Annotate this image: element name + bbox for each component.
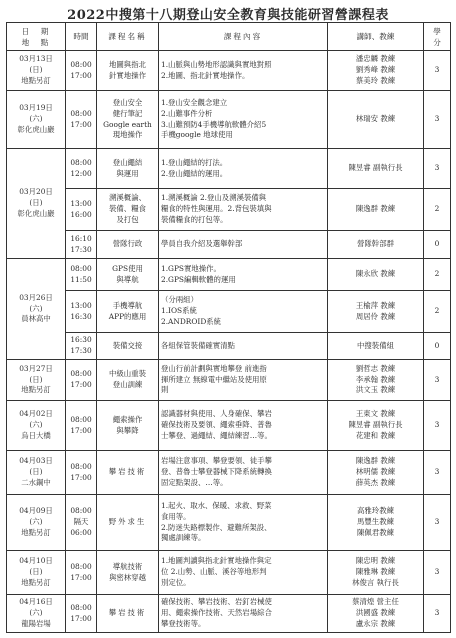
course-cell: 攀岩技術 (97, 595, 159, 633)
lecturer-cell: 高雅玲教練 馬豐生教練 陳佩君教練 (328, 495, 424, 551)
content-cell: 1.起火、取水、保暖、求救、野菜 食用等。 2.防迷失路標製作、避難所架設、 獨處訓練等。 (159, 495, 328, 551)
lecturer-cell: 陳逸群 教練 林明儒 教練 薛英杰 教練 (328, 451, 424, 495)
table-row (7, 91, 451, 149)
course-cell: 攀岩技術 (97, 451, 159, 495)
table-row (7, 495, 451, 551)
course-cell: 野外求生 (97, 495, 159, 551)
credits-cell: 3 (424, 595, 451, 633)
content-cell: 1.溯溪概論 2.登山及溯溪裝備與 糧食的特性與運用。2.背包裝填與 裝備糧食的打包等。 (159, 189, 328, 231)
table-row (7, 360, 451, 401)
time-cell: 08:00 17:00 (66, 401, 97, 451)
table-row (7, 595, 451, 633)
credits-cell: 2 (424, 259, 451, 291)
lecturer-cell: 王榆萍 教練 周居伶 教練 (328, 291, 424, 333)
course-cell: 中級山重裝 登山訓練 (97, 360, 159, 401)
course-cell: 登山繩結 與運用 (97, 149, 159, 189)
date-cell: 04月09日 (六) 地點另訂 (7, 495, 66, 551)
lecturer-cell: 劉哲志 教練 李承翰 教練 洪文玉 教練 (328, 360, 424, 401)
date-cell: 04月10日 (日) 地點另訂 (7, 551, 66, 595)
course-cell: 營隊行政 (97, 231, 159, 259)
time-cell: 08:00 12:00 (66, 149, 97, 189)
time-cell: 08:00 17:00 (66, 595, 97, 633)
credits-cell: 3 (424, 149, 451, 189)
lecturer-cell: 林瑞安 教練 (328, 91, 424, 149)
time-cell: 08:00 17:00 (66, 91, 97, 149)
course-cell: 溯溪概論、 裝備、糧食 及打包 (97, 189, 159, 231)
content-cell: 登山行前計劃與實地攀登 前進指 揮所建立 無線電中繼站及使用原 則 (159, 360, 328, 401)
table-header-row (7, 23, 451, 51)
date-cell: 03月19日 (六) 彰化虎山巖 (7, 91, 66, 149)
content-cell: 1.山脈與山勢地形認識與實地對照 2.地圖、指北針實地操作。 (159, 51, 328, 91)
content-cell: 各組保管裝備確實清點 (159, 333, 328, 360)
header-credits: 學 分 (424, 23, 451, 51)
credits-cell: 3 (424, 360, 451, 401)
time-cell: 08:00 隔天 06:00 (66, 495, 97, 551)
table-row (7, 291, 451, 333)
course-cell: 繩索操作 與攀降 (97, 401, 159, 451)
table-row (7, 451, 451, 495)
date-cell: 04月02日 (六) 烏日大橋 (7, 401, 66, 451)
content-cell: 1.登山繩結的打法。 2.登山繩結的運用。 (159, 149, 328, 189)
time-cell: 16:10 17:30 (66, 231, 97, 259)
lecturer-cell: 中搜裝備組 (328, 333, 424, 360)
credits-cell: 3 (424, 551, 451, 595)
lecturer-cell: 陳逸群 教練 (328, 189, 424, 231)
lecturer-cell: 陳昱睿 副執行長 (328, 149, 424, 189)
course-cell: 手機導航 APP的應用 (97, 291, 159, 333)
time-cell: 13:00 16:00 (66, 189, 97, 231)
course-schedule-table (6, 22, 451, 633)
credits-cell: 0 (424, 333, 451, 360)
course-cell: 裝備交接 (97, 333, 159, 360)
time-cell: 16:30 17:30 (66, 333, 97, 360)
content-cell: 1.登山安全觀念建立 2.山難事件分析 3.山難預防4手機導航軟體介紹5 手機google 地球使用 (159, 91, 328, 149)
course-cell: 登山安全 健行筆記 Google earth 現地操作 (97, 91, 159, 149)
table-row (7, 51, 451, 91)
header-course: 課程名稱 (97, 23, 159, 51)
date-cell: 03月26日 (六) 員林高中 (7, 259, 66, 360)
table-row (7, 231, 451, 259)
course-cell: GPS使用 與導航 (97, 259, 159, 291)
table-row (7, 259, 451, 291)
page-title: 2022中搜第十八期登山安全教育與技能研習營課程表 (67, 8, 389, 23)
table-row (7, 189, 451, 231)
date-cell: 04月16日 (六) 龍陽岩場 (7, 595, 66, 633)
date-cell: 03月27日 (日) 地點另訂 (7, 360, 66, 401)
credits-cell: 3 (424, 401, 451, 451)
time-cell: 08:00 17:00 (66, 451, 97, 495)
table-row (7, 551, 451, 595)
credits-cell: 2 (424, 291, 451, 333)
content-cell: 認識器材與使用、人身確保、攀岩 確保技術及要領、繩索垂降、普魯 士攀登、過繩結、繩結練習…等。 (159, 401, 328, 451)
date-cell: 04月03日 (日) 二水鋼中 (7, 451, 66, 495)
course-cell: 地圖與指北 針實地操作 (97, 51, 159, 91)
content-cell: 確保技術、攀岩技術、岩釘岩械使 用、繩索操作技術、天然岩場綜合 攀登技術等。 (159, 595, 328, 633)
header-lecturer: 講師、教練 (328, 23, 424, 51)
content-cell: 學員自我介紹及選舉幹部 (159, 231, 328, 259)
table-row (7, 333, 451, 360)
date-cell: 03月20日 (日) 彰化虎山巖 (7, 149, 66, 259)
header-date: 日 期 地 點 (7, 23, 66, 51)
content-cell: 岩場注意事項、攀登要領、徒手攀 登、普魯士攀登器械下降系統轉換 固定點架設、…等。 (159, 451, 328, 495)
credits-cell: 2 (424, 189, 451, 231)
time-cell: 08:00 17:00 (66, 551, 97, 595)
credits-cell: 3 (424, 451, 451, 495)
lecturer-cell: 王東文 教練 陳昱睿 副執行長 花建和 教練 (328, 401, 424, 451)
credits-cell: 0 (424, 231, 451, 259)
lecturer-cell: 陳忠明 教練 陳雅琳 教練 林俊言 執行長 (328, 551, 424, 595)
lecturer-cell: 陳永欣 教練 (328, 259, 424, 291)
time-cell: 08:00 11:50 (66, 259, 97, 291)
course-cell: 導航技術 與密林穿越 (97, 551, 159, 595)
header-time: 時間 (66, 23, 97, 51)
content-cell: 1.GPS實地操作。 2.GPS編輯軟體的運用 (159, 259, 328, 291)
credits-cell: 3 (424, 495, 451, 551)
header-content: 課程內容 (159, 23, 328, 51)
lecturer-cell: 蔡清煌 營主任 洪國盛 教練 盧永宗 教練 (328, 595, 424, 633)
lecturer-cell: 潘忠麟 教練 劉秀峰 教練 蔡美玲 教練 (328, 51, 424, 91)
credits-cell: 3 (424, 91, 451, 149)
table-row (7, 401, 451, 451)
credits-cell: 3 (424, 51, 451, 91)
table-row (7, 149, 451, 189)
time-cell: 08:00 17:00 (66, 51, 97, 91)
lecturer-cell: 營隊幹部群 (328, 231, 424, 259)
content-cell: 1.地圖判讀與指北針實地操作與定 位 2.山勢、山脈、溪谷等地形判 別定位。 (159, 551, 328, 595)
date-cell: 03月13日 (日) 地點另訂 (7, 51, 66, 91)
time-cell: 13:00 16:30 (66, 291, 97, 333)
content-cell: （分兩組） 1.IOS系統 2.ANDROID系統 (159, 291, 328, 333)
time-cell: 08:00 17:00 (66, 360, 97, 401)
